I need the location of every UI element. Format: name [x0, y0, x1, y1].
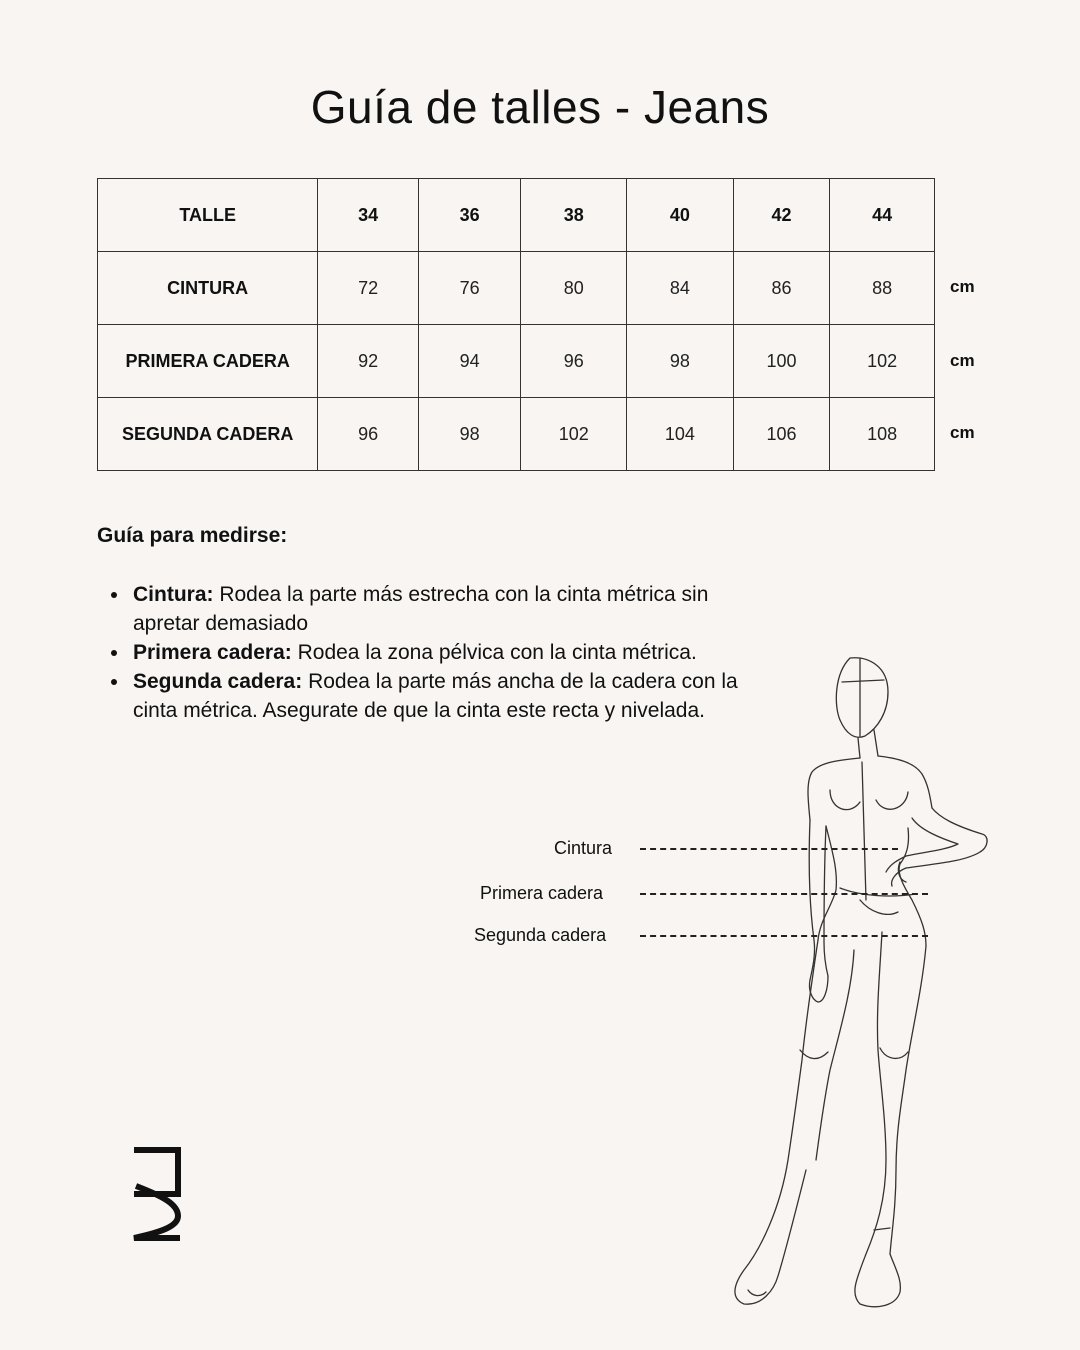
guide-term: Primera cadera:	[133, 641, 292, 664]
table-cell: 102	[521, 398, 627, 471]
page-title: Guía de talles - Jeans	[310, 81, 770, 133]
row-label: PRIMERA CADERA	[98, 325, 318, 398]
size-header-row	[98, 179, 935, 252]
table-cell: 80	[521, 252, 627, 325]
guide-term: Cintura:	[133, 583, 214, 606]
guide-term: Segunda cadera:	[133, 670, 303, 693]
table-cell: 88	[830, 252, 935, 325]
table-cell: 100	[733, 325, 830, 398]
cintura-dashed-line	[640, 848, 898, 850]
table-cell: 96	[521, 325, 627, 398]
size-header-cell: 34	[318, 179, 419, 252]
table-cell: 72	[318, 252, 419, 325]
segunda-cadera-dashed-line	[640, 935, 928, 937]
guide-heading: Guía para medirse:	[97, 524, 288, 547]
list-item	[133, 580, 773, 638]
row-label: CINTURA	[98, 252, 318, 325]
table-cell: 98	[418, 398, 521, 471]
size-header-cell: 38	[521, 179, 627, 252]
fashion-figure-illustration	[700, 650, 1000, 1320]
table-cell: 76	[418, 252, 521, 325]
table-cell: 94	[418, 325, 521, 398]
list-item	[133, 667, 773, 725]
size-table	[97, 178, 935, 471]
unit-label: cm	[950, 277, 975, 296]
table-row	[98, 398, 935, 471]
table-cell: 104	[627, 398, 734, 471]
measure-label-cintura: Cintura	[554, 838, 613, 858]
table-cell: 84	[627, 252, 734, 325]
size-header-cell: 36	[418, 179, 521, 252]
brand-logo	[132, 1146, 182, 1244]
table-cell: 106	[733, 398, 830, 471]
size-header-label: TALLE	[98, 179, 318, 252]
table-cell: 108	[830, 398, 935, 471]
size-header-cell: 44	[830, 179, 935, 252]
list-item	[133, 638, 773, 667]
guide-list	[97, 580, 773, 725]
size-header-cell: 42	[733, 179, 830, 252]
row-label: SEGUNDA CADERA	[98, 398, 318, 471]
guide-text: Rodea la parte más estrecha con la cinta métrica sin apretar demasiado	[133, 583, 709, 635]
unit-label: cm	[950, 351, 975, 370]
table-cell: 102	[830, 325, 935, 398]
measure-label-segunda-cadera: Segunda cadera	[474, 925, 607, 945]
guide-text: Rodea la zona pélvica con la cinta métrica.	[291, 641, 697, 664]
table-row	[98, 252, 935, 325]
unit-label: cm	[950, 423, 975, 442]
measure-label-primera-cadera: Primera cadera	[480, 883, 604, 903]
table-cell: 98	[627, 325, 734, 398]
table-cell: 96	[318, 398, 419, 471]
guide-text: Rodea la parte más ancha de la cadera con la cinta métrica. Asegurate de que la cinta este recta y nivelada.	[133, 670, 738, 722]
primera-cadera-dashed-line	[640, 893, 928, 895]
table-row	[98, 325, 935, 398]
size-header-cell: 40	[627, 179, 734, 252]
table-cell: 86	[733, 252, 830, 325]
table-cell: 92	[318, 325, 419, 398]
